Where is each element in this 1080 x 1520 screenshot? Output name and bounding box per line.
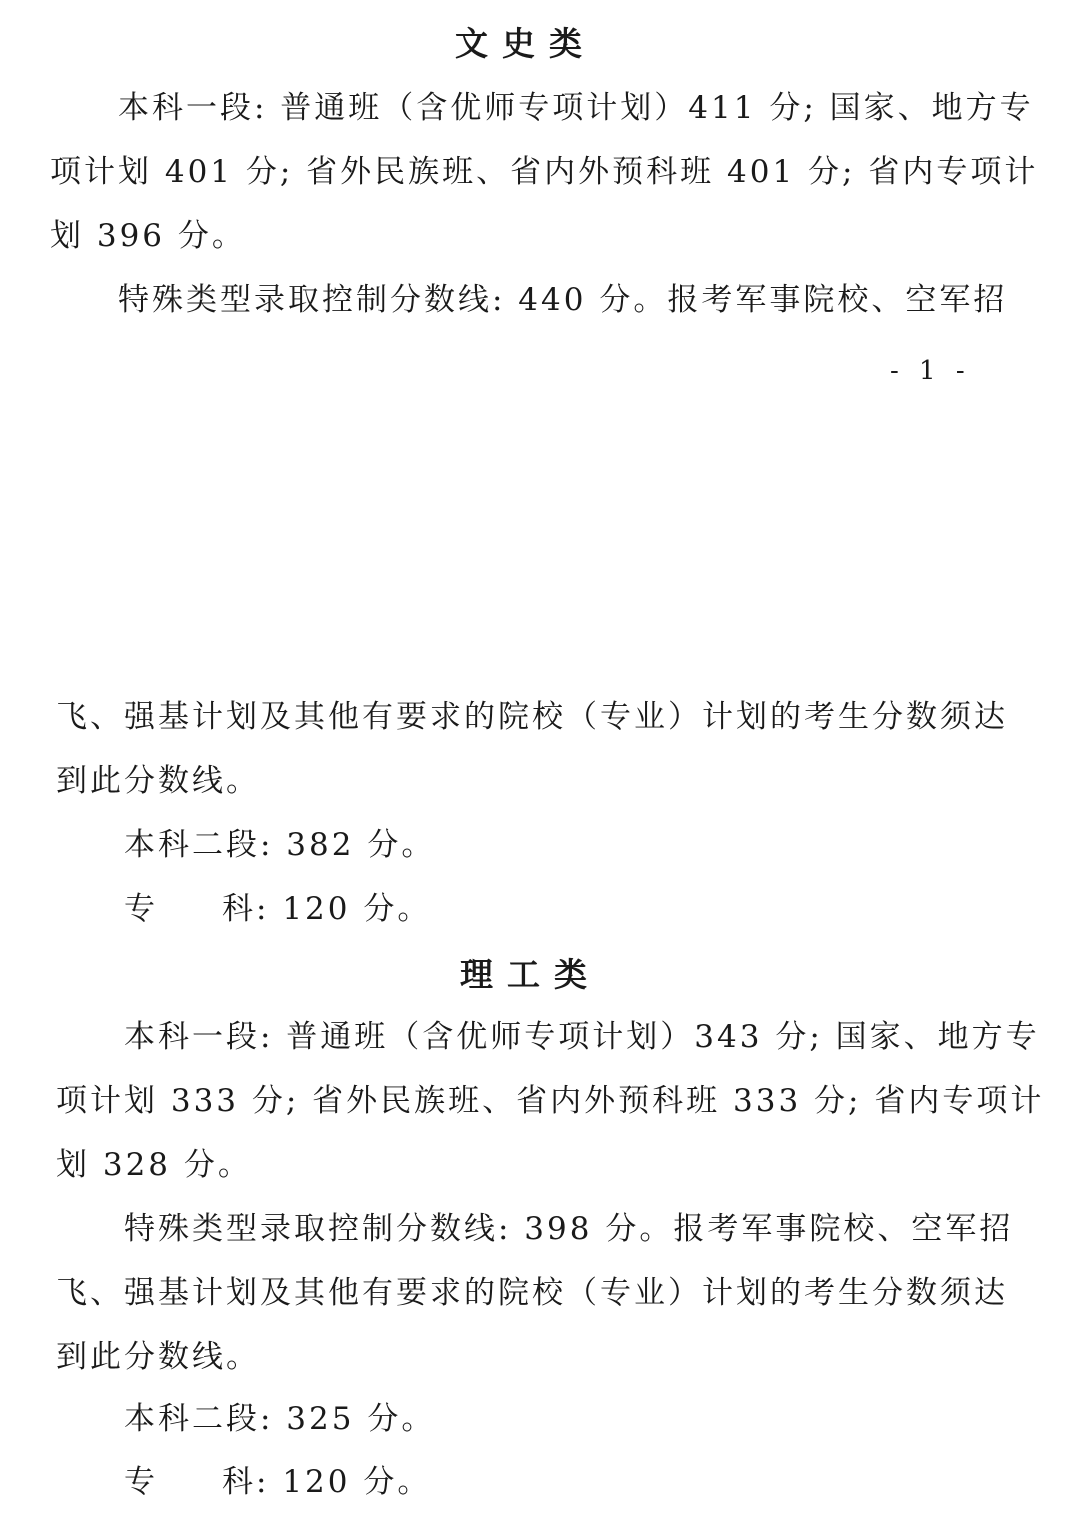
- zhuanke-label-b: 科:: [222, 891, 270, 927]
- ligong-line-5: 飞、强基计划及其他有要求的院校（专业）计划的考生分数须达: [56, 1275, 1008, 1311]
- ligong-line-4: 特殊类型录取控制分数线: 398 分。报考军事院校、空军招: [124, 1211, 1014, 1247]
- section-title-wenshi: 文史类: [455, 24, 596, 63]
- ligong-zhuanke: [124, 1462, 431, 1502]
- zhuanke-label-a: 专: [124, 891, 158, 927]
- section-title-ligong: 理工类: [460, 955, 601, 994]
- ligong-line-6: 到此分数线。: [56, 1339, 260, 1375]
- ligong-benke-erduan: 本科二段: 325 分。: [124, 1401, 436, 1437]
- wenshi-benke-erduan: 本科二段: 382 分。: [124, 827, 436, 863]
- wenshi-line-3: 划 396 分。: [50, 218, 246, 254]
- wenshi-line-6: 到此分数线。: [56, 763, 260, 799]
- wenshi-line-5: 飞、强基计划及其他有要求的院校（专业）计划的考生分数须达: [56, 699, 1008, 735]
- ligong-line-2: 项计划 333 分; 省外民族班、省内外预科班 333 分; 省内专项计: [56, 1083, 1045, 1119]
- zhuanke2-value: 120 分。: [282, 1464, 432, 1500]
- zhuanke2-label-a: 专: [124, 1464, 158, 1500]
- wenshi-line-1: 本科一段: 普通班（含优师专项计划）411 分; 国家、地方专: [118, 90, 1034, 126]
- zhuanke-value: 120 分。: [282, 891, 432, 927]
- wenshi-zhuanke: [124, 889, 431, 929]
- page-number: - 1 -: [890, 356, 971, 386]
- ligong-line-3: 划 328 分。: [56, 1147, 252, 1183]
- ligong-line-1: 本科一段: 普通班（含优师专项计划）343 分; 国家、地方专: [124, 1019, 1040, 1055]
- zhuanke2-label-b: 科:: [222, 1464, 270, 1500]
- wenshi-line-4: 特殊类型录取控制分数线: 440 分。报考军事院校、空军招: [118, 282, 1008, 318]
- wenshi-line-2: 项计划 401 分; 省外民族班、省内外预科班 401 分; 省内专项计: [50, 154, 1039, 190]
